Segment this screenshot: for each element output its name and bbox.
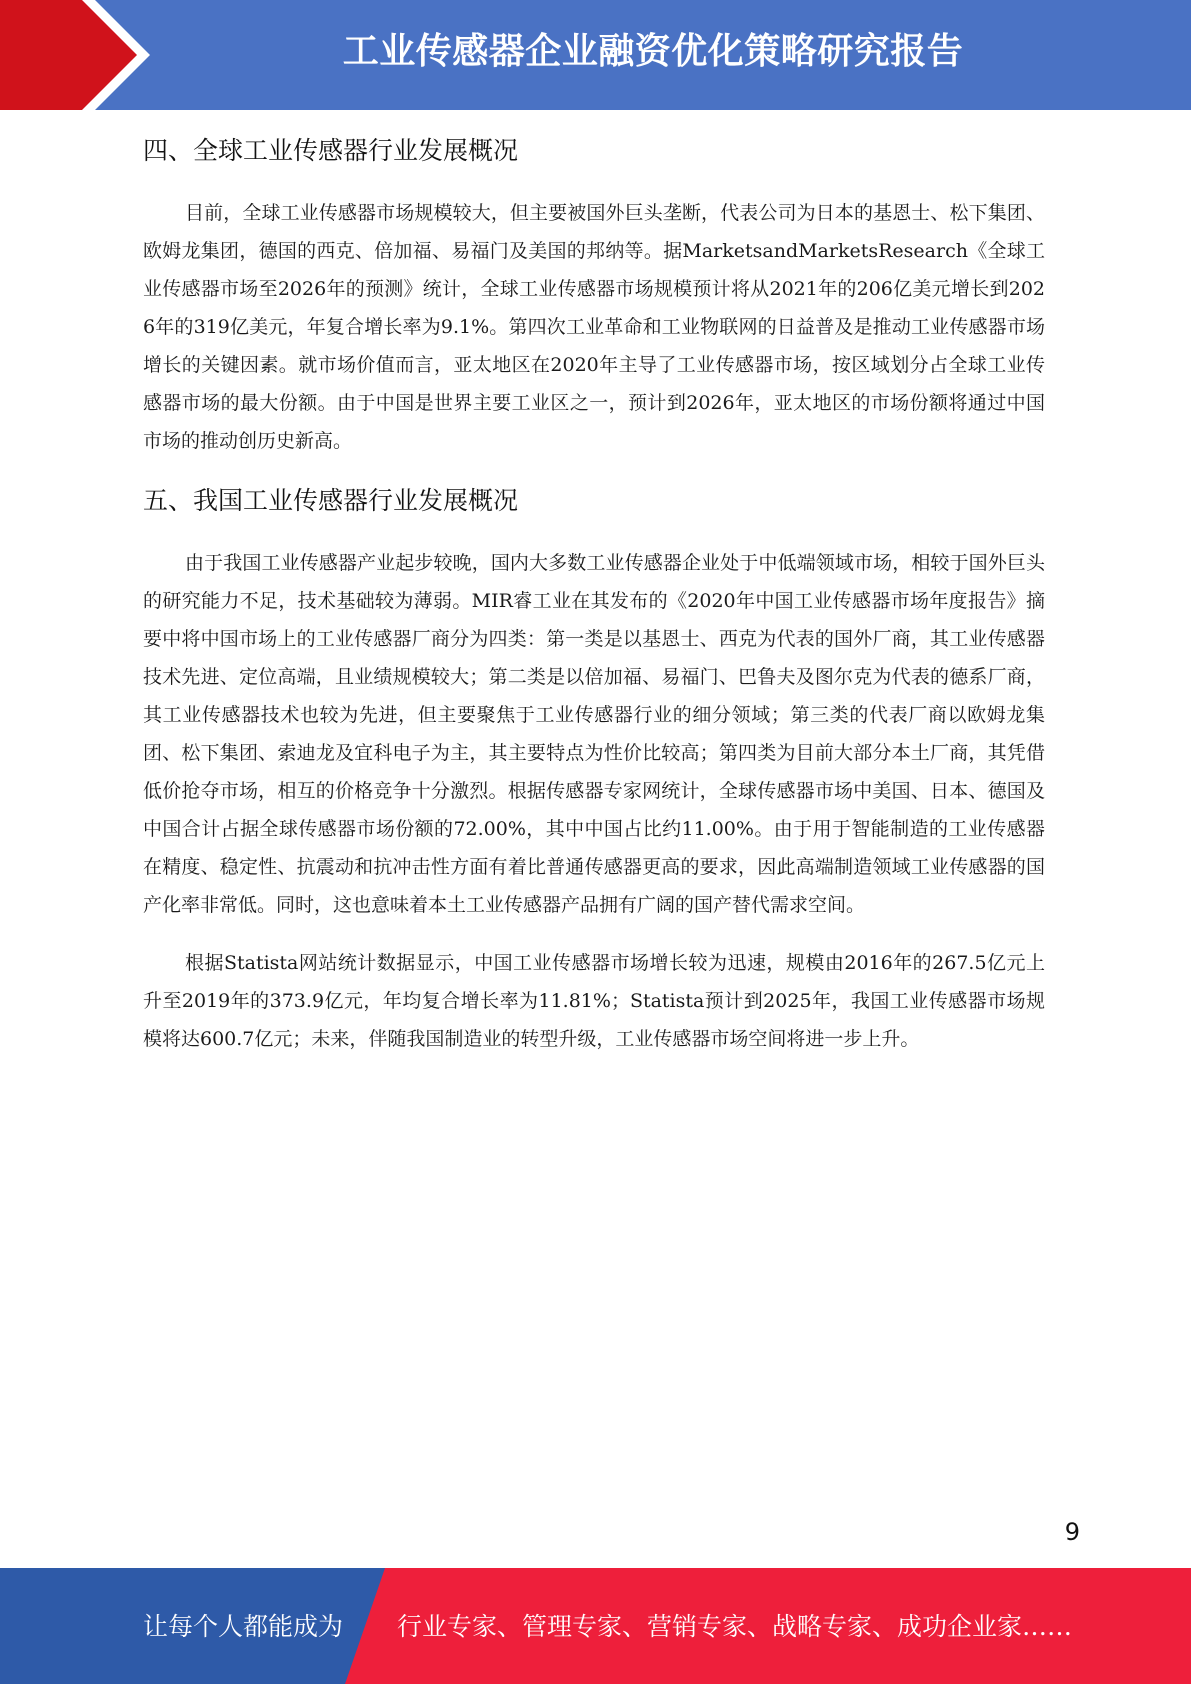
paragraph-china-market-size: 根据Statista网站统计数据显示，中国工业传感器市场增长较为迅速，规模由2016年的267.5亿元上升至2019年的373.9亿元，年均复合增长率为11.81%；Statista预计到2025年，我国工业传感器市场规模将达600.7亿元；未来，伴随我国制造业的转型升级，工业传感器市场空间将进一步上升。: [143, 952, 1045, 1050]
report-title: 工业传感器企业融资优化策略研究报告: [342, 31, 964, 72]
paragraph-global-overview: 目前，全球工业传感器市场规模较大，但主要被国外巨头垄断，代表公司为日本的基恩士、松下集团、欧姆龙集团，德国的西克、倍加福、易福门及美国的邦纳等。据MarketsandMarketsResearch《全球工业传感器市场至2026年的预测》统计，全球工业传感器市场规模预计将从2021年的206亿美元增长到2026年的319亿美元，年复合增长率为9.1%。第四次工业革命和工业物联网的日益普及是推动工业传感器市场增长的关键因素。就市场价值而言，亚太地区在2020年主导了工业传感器市场，按区域划分占全球工业传感器市场的最大份额。由于中国是世界主要工业区之一，预计到2026年，亚太地区的市场份额将通过中国市场的推动创历史新高。: [143, 202, 1045, 452]
paragraph-china-overview: 由于我国工业传感器产业起步较晚，国内大多数工业传感器企业处于中低端领域市场，相较于国外巨头的研究能力不足，技术基础较为薄弱。MIR睿工业在其发布的《2020年中国工业传感器市场年度报告》摘要中将中国市场上的工业传感器厂商分为四类：第一类是以基恩士、西克为代表的国外厂商，其工业传感器技术先进、定位高端，且业绩规模较大；第二类是以倍加福、易福门、巴鲁夫及图尔克为代表的德系厂商，其工业传感器技术也较为先进，但主要聚焦于工业传感器行业的细分领域；第三类的代表厂商以欧姆龙集团、松下集团、索迪龙及宜科电子为主，其主要特点为性价比较高；第四类为目前大部分本土厂商，其凭借低价抢夺市场，相互的价格竞争十分激烈。根据传感器专家网统计，全球传感器市场中美国、日本、德国及中国合计占据全球传感器市场份额的72.00%，其中中国占比约11.00%。由于用于智能制造的工业传感器在精度、稳定性、抗震动和抗冲击性方面有着比普通传感器更高的要求，因此高端制造领域工业传感器的国产化率非常低。同时，这也意味着本土工业传感器产品拥有广阔的国产替代需求空间。: [143, 552, 1045, 916]
page-number: 9: [1064, 1518, 1080, 1546]
footer-banner: [0, 1568, 1191, 1684]
page-content: [143, 128, 1045, 1058]
footer-slogan-right: 行业专家、管理专家、营销专家、战略专家、成功企业家……: [397, 1612, 1073, 1641]
section-heading-global: 四、全球工业传感器行业发展概况: [143, 136, 519, 165]
section-heading-china: 五、我国工业传感器行业发展概况: [143, 486, 519, 515]
footer-slogan-left: 让每个人都能成为: [143, 1612, 344, 1641]
header-banner: [0, 0, 1191, 110]
